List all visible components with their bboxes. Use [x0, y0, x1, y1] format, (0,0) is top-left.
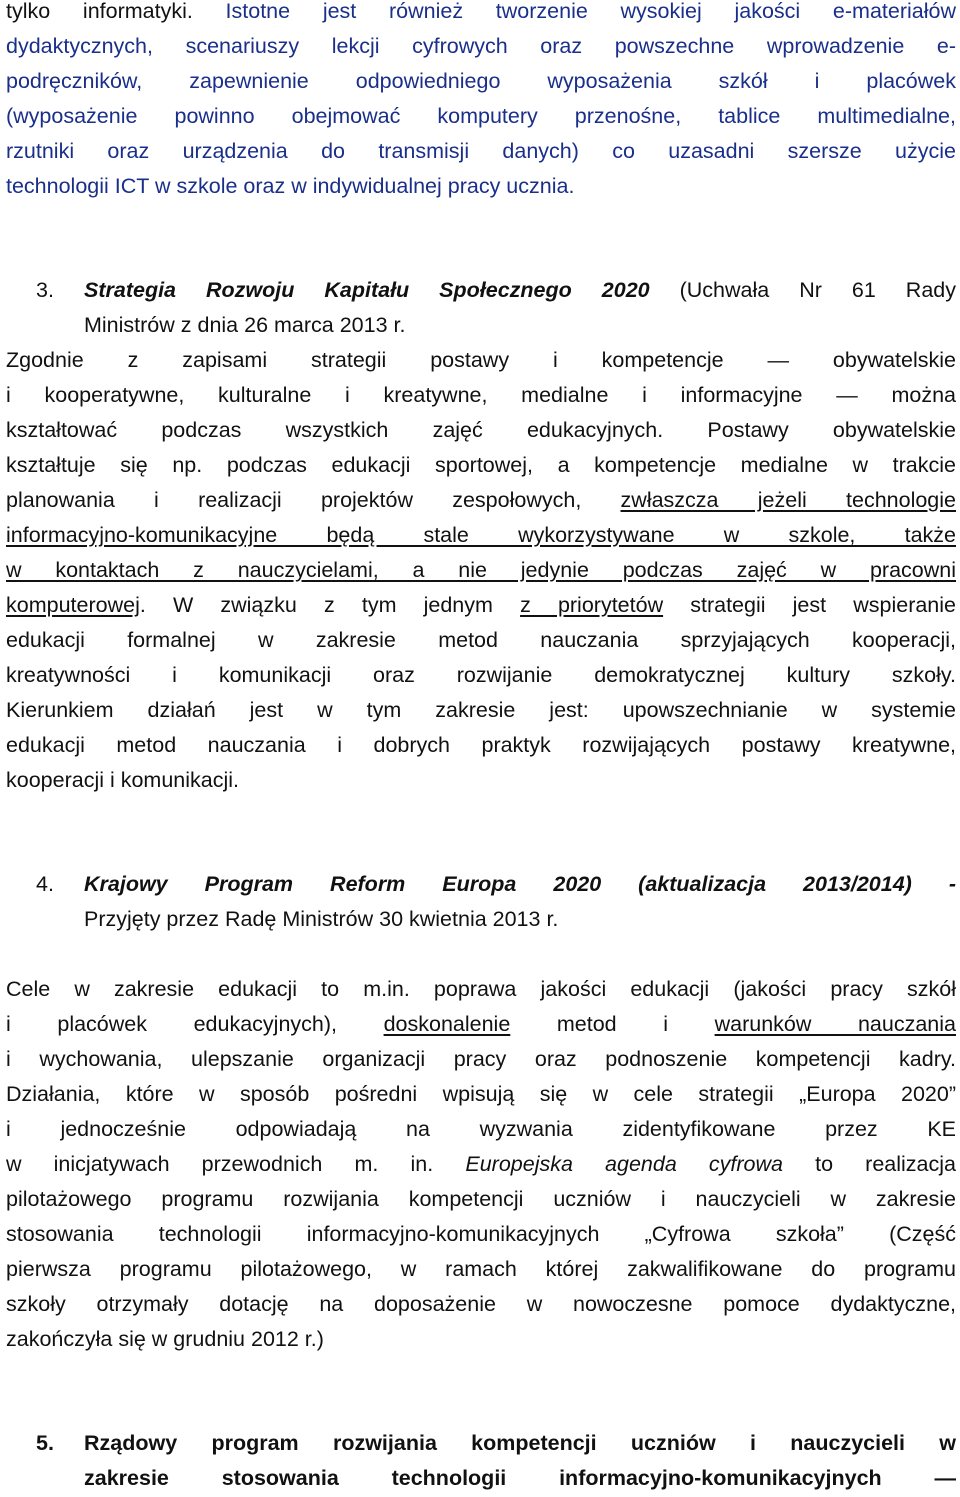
paragraph-line: i wychowania, ulepszanie organizacji pracy oraz podnoszenie kompetencji kadry. [6, 1047, 956, 1071]
section-number: 4. [36, 872, 54, 896]
text-span: . W związku z tym jednym [139, 593, 521, 617]
text-span: podręczników, [6, 69, 190, 93]
paragraph-line [6, 590, 956, 620]
paragraph-line: edukacji metod nauczania i dobrych praktyk rozwijających postawy kreatywne, [6, 733, 956, 757]
paragraph-line [6, 520, 956, 550]
paragraph-line: kształtować podczas wszystkich zajęć edukacyjnych. Postawy obywatelskie [6, 418, 956, 442]
underlined-text: doskonalenie [383, 1012, 511, 1036]
text-span: w inicjatywach przewodnich m. in. [6, 1152, 466, 1176]
paragraph-line: edukacji formalnej w zakresie metod nauczania sprzyjających kooperacji, [6, 628, 956, 652]
paragraph-line [6, 1009, 956, 1039]
section-heading-line: Przyjęty przez Radę Ministrów 30 kwietnia 2013 r. [84, 907, 559, 931]
section-number: 3. [36, 278, 54, 302]
paragraph-line: i jednocześnie odpowiadają na wyzwania zidentyfikowane przez KE [6, 1117, 956, 1141]
text-span: zapewnienie odpowiedniego wyposażenia szkół i placówek [189, 69, 957, 93]
paragraph-line [6, 0, 956, 26]
section-heading [84, 275, 956, 305]
paragraph-line: pierwsza programu pilotażowego, w ramach której zakwalifikowane do programu [6, 1257, 956, 1281]
text-span: metod i [510, 1012, 715, 1036]
section-title: Rządowy program rozwijania kompetencji uczniów i nauczycieli w [84, 1431, 956, 1455]
text-span: planowania i realizacji projektów zespołowych, [6, 488, 621, 512]
paragraph-line: dydaktycznych, scenariuszy lekcji cyfrowych oraz powszechne wprowadzenie e- [6, 34, 956, 58]
paragraph-line [6, 66, 956, 96]
paragraph-line: Działania, które w sposób pośredni wpisują się w cele strategii „Europa 2020” [6, 1082, 956, 1106]
paragraph-line: kreatywności i komunikacji oraz rozwijanie demokratycznej kultury szkoły. [6, 663, 956, 687]
text-span: strategii jest wspieranie [663, 593, 957, 617]
text-span: i placówek edukacyjnych), [6, 1012, 384, 1036]
paragraph-line: zakończyła się w grudniu 2012 r.) [6, 1327, 324, 1351]
section-title-rest: (Uchwała Nr 61 Rady [649, 278, 956, 302]
paragraph-line [6, 485, 956, 515]
section-title: Krajowy Program Reform Europa 2020 (aktualizacja 2013/2014) - [84, 872, 956, 896]
section-title: Strategia Rozwoju Kapitału Społecznego 2020 [84, 278, 650, 302]
paragraph-line [6, 1149, 956, 1179]
paragraph-line: Zgodnie z zapisami strategii postawy i kompetencje — obywatelskie [6, 348, 956, 372]
underlined-text: komputerowej [6, 593, 140, 617]
section-heading-line: Ministrów z dnia 26 marca 2013 r. [84, 313, 406, 337]
paragraph-line: Kierunkiem działań jest w tym zakresie jest: upowszechnianie w systemie [6, 698, 956, 722]
paragraph-line: kooperacji i komunikacji. [6, 768, 240, 792]
underlined-text: warunków nauczania [714, 1012, 956, 1036]
underlined-text: z priorytetów [520, 593, 664, 617]
paragraph-line: kształtuje się np. podczas edukacji sportowej, a kompetencje medialne w trakcie [6, 453, 956, 477]
paragraph-line: technologii ICT w szkole oraz w indywidualnej pracy ucznia. [6, 174, 575, 198]
underlined-text: informacyjno-komunikacyjne będą stale wykorzystywane w szkole, także [6, 523, 956, 547]
paragraph-line: i kooperatywne, kulturalne i kreatywne, medialne i informacyjne — można [6, 383, 956, 407]
paragraph-line: stosowania technologii informacyjno-komunikacyjnych „Cyfrowa szkoła” (Część [6, 1222, 956, 1246]
text-span: Istotne jest również tworzenie wysokiej jakości e-materiałów [192, 0, 956, 23]
text-span: to realizacja [783, 1152, 956, 1176]
paragraph-line [6, 555, 956, 585]
paragraph-line: (wyposażenie powinno obejmować komputery przenośne, tablice multimedialne, [6, 104, 956, 128]
italic-text: Europejska agenda cyfrowa [465, 1152, 783, 1176]
underlined-text: zwłaszcza jeżeli technologie [620, 488, 956, 512]
underlined-text: w kontaktach z nauczycielami, a nie jedynie podczas zajęć w pracowni [6, 558, 956, 582]
paragraph-line: Cele w zakresie edukacji to m.in. poprawa jakości edukacji (jakości pracy szkół [6, 977, 956, 1001]
paragraph-line: rzutniki oraz urządzenia do transmisji danych) co uzasadni szersze użycie [6, 139, 956, 163]
paragraph-line: pilotażowego programu rozwijania kompetencji uczniów i nauczycieli w zakresie [6, 1187, 956, 1211]
section-title: zakresie stosowania technologii informacyjno-komunikacyjnych — [84, 1466, 956, 1490]
text-span: tylko informatyki. [6, 0, 193, 23]
section-number: 5. [36, 1431, 54, 1455]
paragraph-line: szkoły otrzymały dotację na doposażenie w nowoczesne pomoce dydaktyczne, [6, 1292, 956, 1316]
